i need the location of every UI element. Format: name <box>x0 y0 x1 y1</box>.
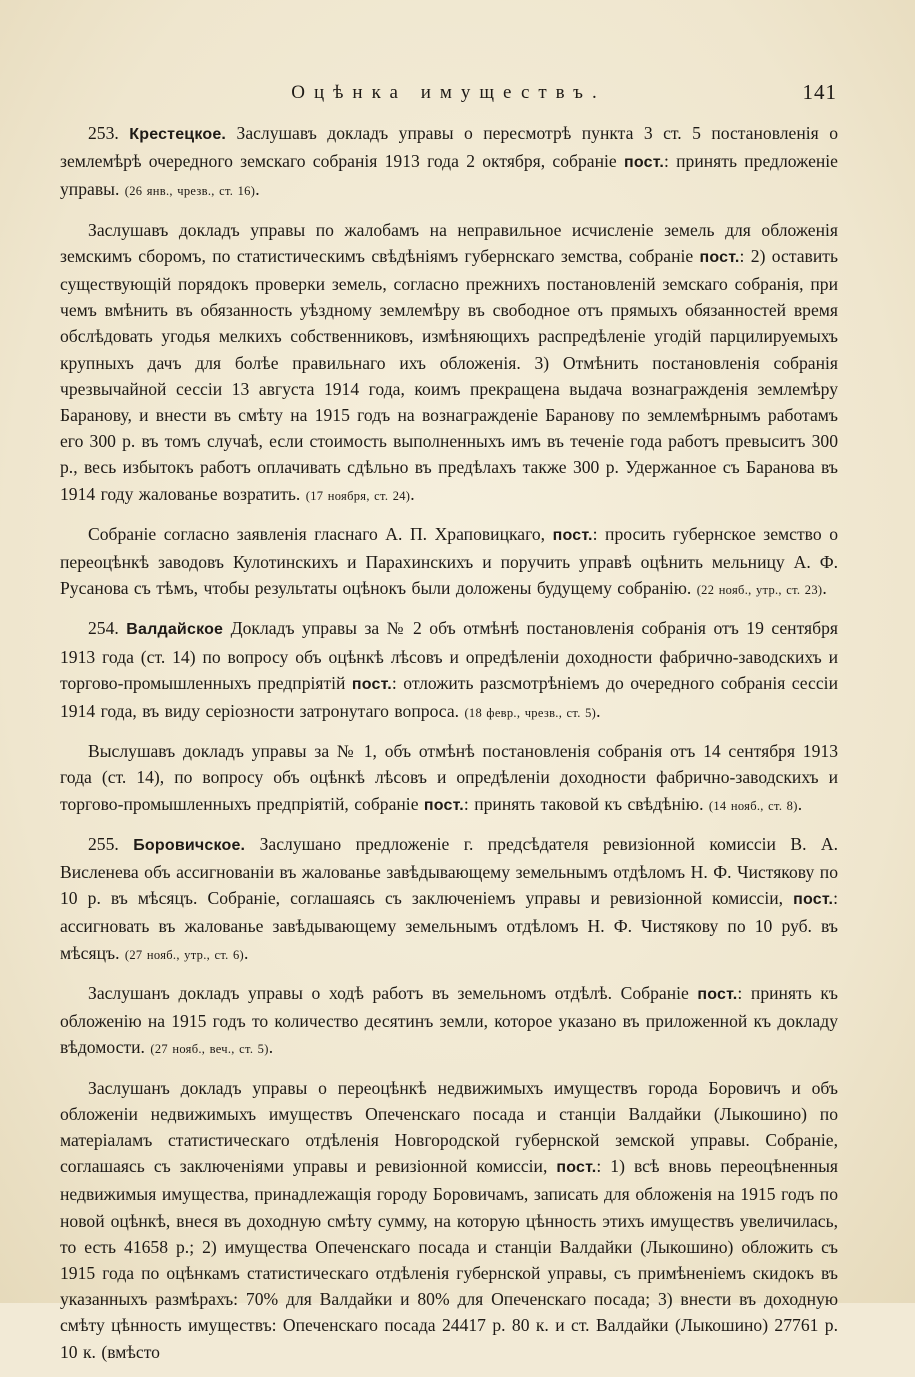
paragraph-end: . <box>596 701 601 722</box>
paragraph <box>60 615 838 726</box>
paragraph <box>60 521 838 604</box>
paragraph-text: Выслушавъ докладъ управы за № 1, объ отмѣнѣ постановленія собранія отъ 14 сентября 1913 года (ст. 14), по вопросу объ оцѣнкѣ лѣсовъ и опредѣленіи доходности фабрично-заводскихъ и торгово-промышленныхъ предпріятій, собраніе <box>60 741 838 814</box>
item-number: 254. <box>88 618 119 639</box>
paragraph-end: . <box>797 793 803 814</box>
resolution-marker: пост. <box>351 675 392 693</box>
paragraph-text: Заслушано предложеніе г. предсѣдателя ревизіонной комиссіи В. А. Висленева объ ассигнованіи въ жалованье завѣдывающему земельнымъ отдѣломъ Н. Ф. Чистякову по 10 р. въ мѣсяцъ. Собраніе, соглашаясь съ заключеніемъ управы и ревизіонной комиссіи, <box>60 833 838 909</box>
paragraph <box>60 217 838 509</box>
resolution-marker: пост. <box>556 1159 597 1177</box>
resolution-marker: пост. <box>793 891 834 909</box>
district-heading: Боровичское. <box>133 836 246 854</box>
paragraph-text: Заслушанъ докладъ управы о ходѣ работъ въ земельномъ отдѣлѣ. Собраніе <box>88 982 698 1003</box>
paragraph-text: : принять таковой къ свѣдѣнію. <box>463 793 709 814</box>
paragraph-text: Заслушанъ докладъ управы о переоцѣнкѣ недвижимыхъ имуществъ города Боровичъ и объ обложеніи недвижимыхъ имуществъ Опеченскаго посада и станціи Валдайки (Лыкошино) по матеріаламъ статистическаго отдѣленія Новгородской губернской земской управы. Собраніе, соглашаясь съ заключеніями управы и ревизіонной комиссіи, <box>60 1077 838 1177</box>
paragraph-text: Докладъ управы за № 2 объ отмѣнѣ постановленія собранія отъ 19 сентября 1913 года (ст. 14) по вопросу объ оцѣнкѣ лѣсовъ и опредѣленіи доходности фабрично-заводскихъ и торгово-промышленныхъ предпріятій <box>60 618 838 693</box>
paragraph-end: . <box>268 1037 274 1058</box>
body-text <box>60 120 838 1377</box>
running-title: Оцѣнка имуществъ. <box>291 82 606 103</box>
session-reference: (22 нояб., утр., ст. 23) <box>696 583 823 598</box>
session-reference: (26 янв., чрезв., ст. 16) <box>124 184 256 199</box>
resolution-marker: пост. <box>697 985 738 1003</box>
page-number: 141 <box>802 80 837 104</box>
session-reference: (27 нояб., веч., ст. 5) <box>150 1042 269 1057</box>
paragraph <box>60 1075 838 1365</box>
paragraph-text: Собраніе согласно заявленія гласнаго А. П. Храповицкаго, <box>88 523 553 544</box>
paragraph-text: : отложить разсмотрѣніемъ до очередного собранія сессіи 1914 года, въ виду серіозности затронутаго вопроса. <box>60 672 838 722</box>
page-header <box>60 82 837 110</box>
paragraph-text: : 2) оставить существующій порядокъ проверки земель, согласно прежнихъ постановленій земскаго собранія, при чемъ вмѣнить въ обязанность уѣздному землемѣру въ свободное отъ прямыхъ обязанностей время обслѣдовать угодья мелкихъ собственниковъ, измѣняющихъ распредѣленіе угодій парцилируемыхъ крупныхъ дачъ для болѣе правильнаго ихъ обложенія. 3) Отмѣнить постановленія собранія чрезвычайной сессіи 13 августа 1914 года, коимъ прекращена выдача вознагражденія землемѣру Баранову, и внести въ смѣту на 1915 годъ на вознагражденіе Баранову по землемѣрнымъ работамъ его 300 р. въ томъ случаѣ, если стоимость выполненныхъ имъ въ теченіе года работъ превыситъ 300 р., весь избытокъ работъ оплачивать сдѣльно въ предѣлахъ также 300 р. Удержанное съ Баранова въ 1914 году жалованье возратить. <box>60 245 838 504</box>
session-reference: (27 нояб., утр., ст. 6) <box>124 947 245 962</box>
paragraph-end: . <box>255 179 260 200</box>
item-number: 255. <box>88 833 119 854</box>
paragraph <box>60 738 838 819</box>
paragraph-text: : просить губернское земство о переоцѣнкѣ заводовъ Кулотинскихъ и Парахинскихъ и поручить управѣ оцѣнить мельницу А. Ф. Русанова съ тѣмъ, чтобы результаты оцѣнокъ были доложены будущему собранію. <box>60 523 838 599</box>
paragraph-text: Заслушавъ докладъ управы по жалобамъ на неправильное исчисленіе земель для обложенія земскимъ сборомъ, по статистическимъ свѣдѣніямъ губернскаго земства, собраніе <box>60 219 838 266</box>
district-heading: Валдайское <box>126 621 224 639</box>
paragraph-end: . <box>822 578 827 599</box>
paragraph-text: : принять къ обложенію на 1915 годъ то количество десятинъ земли, которое указано въ приложенной къ докладу вѣдомости. <box>60 982 839 1058</box>
resolution-marker: пост. <box>623 154 664 172</box>
paragraph-text: Заслушавъ докладъ управы о пересмотрѣ пункта 3 ст. 5 постановленія о землемѣрѣ очередного земскаго собранія 1913 года 2 октября, собраніе <box>60 123 839 172</box>
paragraph <box>60 120 838 205</box>
paragraph-text: : ассигновать въ жалованье завѣдывающему земельнымъ отдѣломъ Н. Ф. Чистякову по 10 руб. въ мѣсяцъ. <box>60 888 838 963</box>
paragraph-end: . <box>244 942 249 963</box>
district-heading: Крестецкое. <box>129 126 227 143</box>
paragraph-text: : 1) всѣ вновь переоцѣненныя недвижимыя имущества, принадлежащія городу Боровичамъ, записать для обложенія на 1915 годъ по новой оцѣнкѣ, внеся въ доходную смѣту сумму, на которую цѣнность этихъ имуществъ увеличилась, то есть 41658 р.; 2) имущества Опеченскаго посада и станціи Валдайки (Лыкошино) обложить съ 1915 года по оцѣнкамъ статистическаго отдѣленія губернской управы, съ примѣненіемъ скидокъ въ указанныхъ размѣрахъ: 70% для Валдайки и 80% для Опеченскаго посада; 3) внести въ доходную смѣту цѣнность имуществъ: Опеченскаго посада 24417 р. 80 к. и ст. Валдайки (Лыкошино) 27761 р. 10 к. (вмѣсто <box>60 1156 838 1362</box>
session-reference: (17 ноября, ст. 24) <box>305 488 411 503</box>
session-reference: (18 февр., чрезв., ст. 5) <box>464 706 597 721</box>
resolution-marker: пост. <box>423 796 464 814</box>
paragraph <box>60 831 838 968</box>
resolution-marker: пост. <box>552 526 593 544</box>
paragraph <box>60 980 838 1063</box>
resolution-marker: пост. <box>699 248 740 266</box>
item-number: 253. <box>88 123 119 143</box>
paragraph-text: : принять предложеніе управы. <box>60 151 838 200</box>
session-reference: (14 нояб., ст. 8) <box>708 798 798 813</box>
paragraph-end: . <box>410 483 415 504</box>
